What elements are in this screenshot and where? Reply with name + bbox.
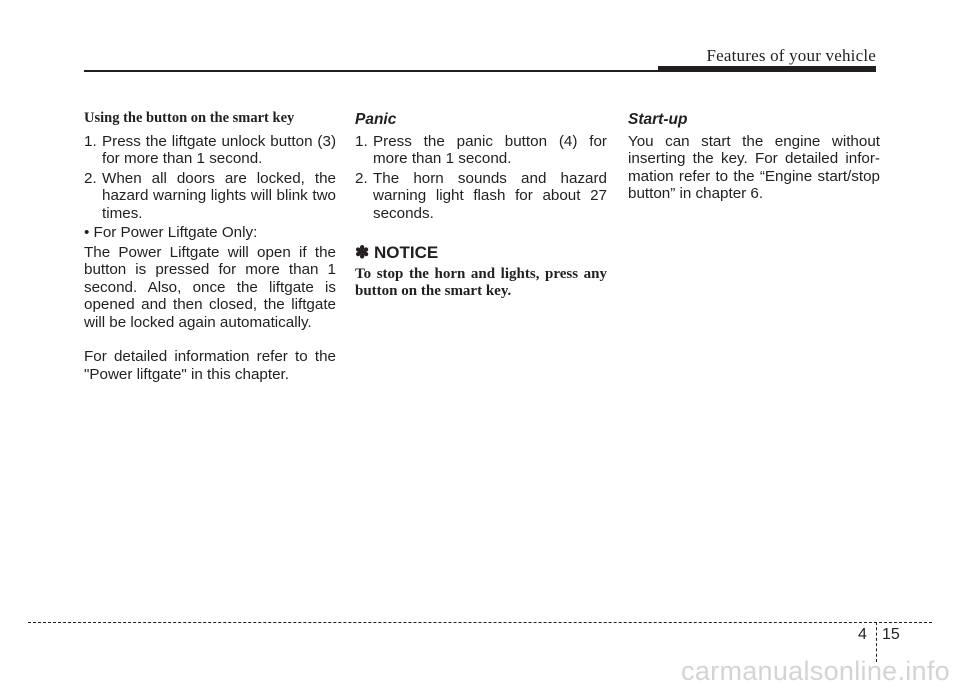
section-heading: Start-up <box>628 111 688 128</box>
step-number: 1. <box>355 132 368 150</box>
list-item <box>84 133 336 168</box>
bullet-item: • For Power Liftgate Only: <box>84 224 258 241</box>
column-smart-key <box>84 104 336 383</box>
section-heading: Panic <box>355 111 397 128</box>
header-rule-accent <box>658 66 876 72</box>
step-text: Press the liftgate unlock button (3) for more than 1 second. <box>102 132 336 167</box>
step-text: When all doors are locked, the hazard warning lights will blink two times. <box>102 169 336 222</box>
paragraph: For detailed information refer to the "Power liftgate" in this chapter. <box>84 348 336 383</box>
step-number: 2. <box>84 169 97 187</box>
page-number: 15 <box>882 626 900 643</box>
paragraph: You can start the engine without inserting the key. For detailed infor-mation refer to the “Engine start/stop button” in chapter 6. <box>628 132 880 202</box>
column-panic <box>355 104 607 300</box>
chapter-number: 4 <box>858 626 867 643</box>
notice-title: ✽ NOTICE <box>355 243 439 262</box>
column-start-up <box>628 104 880 203</box>
step-text: Press the panic button (4) for more than 1 second. <box>373 132 607 167</box>
list-item <box>355 170 607 223</box>
watermark: carmanualsonline.info <box>681 656 950 686</box>
page-header-title: Features of your vehicle <box>706 46 876 65</box>
footer-rule <box>28 622 932 623</box>
paragraph: The Power Liftgate will open if the button is pressed for more than 1 second. Also, once the liftgate is opened and then closed, the liftgate will be locked again automatically. <box>84 243 336 331</box>
list-item <box>355 133 607 168</box>
section-heading: Using the button on the smart key <box>84 110 295 126</box>
notice-text: To stop the horn and lights, press any button on the smart key. <box>355 265 607 299</box>
step-text: The horn sounds and hazard warning light flash for about 27 seconds. <box>373 169 607 222</box>
step-number: 2. <box>355 169 368 187</box>
list-item <box>84 170 336 223</box>
step-number: 1. <box>84 132 97 150</box>
